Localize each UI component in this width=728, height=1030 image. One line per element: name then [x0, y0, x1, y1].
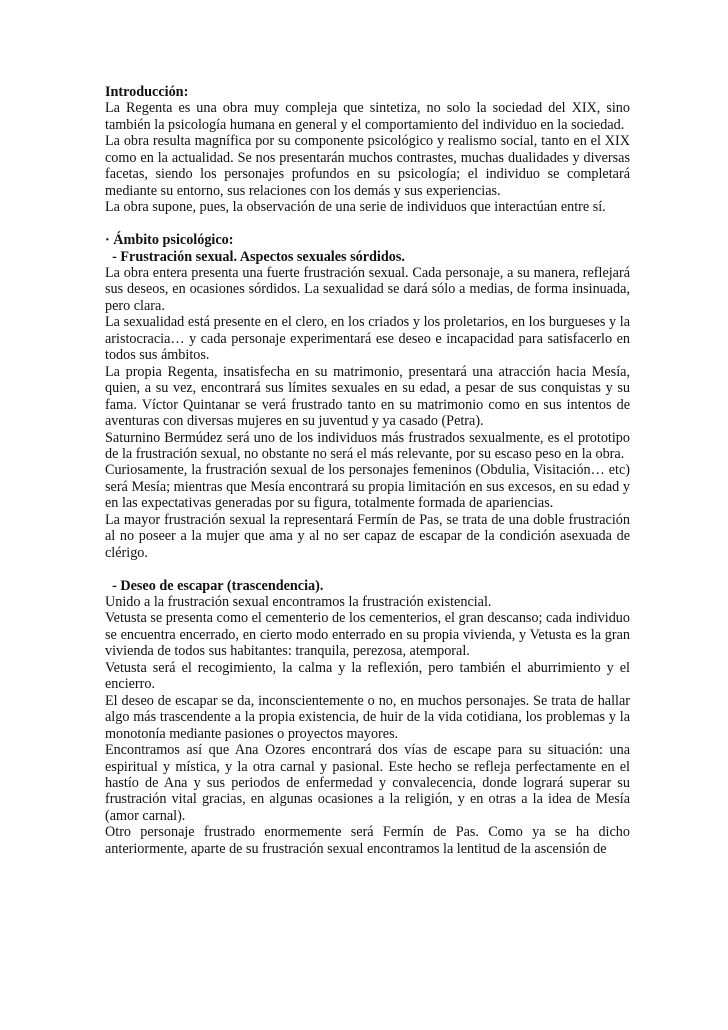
document-page	[105, 84, 630, 857]
intro-paragraph-1: La Regenta es una obra muy compleja que sintetiza, no solo la sociedad del XIX, sino también la psicología humana en general y el comportamiento del individuo en la sociedad.	[105, 100, 630, 133]
subsection-heading-desire-to-escape: - Deseo de escapar (trascendencia).	[105, 577, 324, 594]
sub1-paragraph-3: La propia Regenta, insatisfecha en su matrimonio, presentará una atracción hacia Mesía, quien, a su vez, encontrará sus límites sexuales en su edad, a pesar de sus conquistas y su fama. Víctor Quintanar se verá frustrado tanto en su matrimonio como en sus intentos de aventuras con diversas mujeres en su juventud y ya casado (Petra).	[105, 363, 630, 430]
sub2-paragraph-1: Unido a la frustración sexual encontramos la frustración existencial.	[105, 594, 492, 611]
sub2-paragraph-5: Encontramos así que Ana Ozores encontrará dos vías de escape para su situación: una espiritual y mística, y la otra carnal y pasional. Este hecho se refleja perfectamente en el hastío de Ana y sus periodos de enfermedad y convalecencia, donde logrará superar su frustración vital gracias, en algunas ocasiones a la religión, y en otras a la idea de Mesía (amor carnal).	[105, 742, 630, 824]
intro-heading: Introducción:	[105, 84, 189, 100]
section-heading-psychological: · Ámbito psicológico:	[105, 232, 234, 249]
sub2-paragraph-3: Vetusta será el recogimiento, la calma y la reflexión, pero también el aburrimiento y el encierro.	[105, 659, 630, 693]
subsection-spacer	[105, 561, 630, 577]
sub1-paragraph-5: Curiosamente, la frustración sexual de los personajes femeninos (Obdulia, Visitación… etc) será Mesía; mientras que Mesía encontrará su propia limitación en sus excesos, en su edad y en las expectativas generadas por su figura, totalmente formada de apariencias.	[105, 462, 630, 512]
intro-paragraph-2: La obra resulta magnífica por su componente psicológico y realismo social, tanto en el XIX como en la actualidad. Se nos presentarán muchos contrastes, muchas dualidades y diversas facetas, siendo los personajes profundos en su psicología; el individuo se completará mediante su entorno, sus relaciones con los demás y sus experiencias.	[105, 133, 630, 199]
sub2-paragraph-6: Otro personaje frustrado enormemente será Fermín de Pas. Como ya se ha dicho anteriormente, aparte de su frustración sexual encontramos la lentitud de la ascensión de	[105, 824, 630, 857]
intro-paragraph-3: La obra supone, pues, la observación de una serie de individuos que interactúan entre sí.	[105, 199, 606, 216]
sub1-paragraph-6: La mayor frustración sexual la representará Fermín de Pas, se trata de una doble frustración al no poseer a la mujer que ama y al no ser capaz de escapar de la condición asexuada de clérigo.	[105, 511, 630, 561]
section-spacer	[105, 216, 630, 232]
sub2-paragraph-4: El deseo de escapar se da, inconscientemente o no, en muchos personajes. Se trata de hallar algo más trascendente a la propia existencia, de huir de la vida cotidiana, los problemas y la monotonía mediante pasiones o proyectos mayores.	[105, 692, 630, 742]
sub2-paragraph-2: Vetusta se presenta como el cementerio de los cementerios, el gran descanso; cada individuo se encuentra encerrado, en cierto modo enterrado en su propia vivienda, y Vetusta es la gran vivienda de todos sus habitantes: tranquila, perezosa, atemporal.	[105, 610, 630, 660]
sub1-paragraph-2: La sexualidad está presente en el clero, en los criados y los proletarios, en los burgueses y la aristocracia… y cada personaje experimentará ese deseo e incapacidad para satisfacerlo en todos sus ámbitos.	[105, 314, 630, 364]
subsection-heading-sexual-frustration: - Frustración sexual. Aspectos sexuales sórdidos.	[105, 248, 405, 265]
sub1-paragraph-1: La obra entera presenta una fuerte frustración sexual. Cada personaje, a su manera, reflejará sus deseos, en ocasiones sórdidos. La sexualidad se dará sólo a medias, de forma insinuada, pero clara.	[105, 264, 630, 314]
sub1-paragraph-4: Saturnino Bermúdez será uno de los individuos más frustrados sexualmente, es el prototipo de la frustración sexual, no obstante no será el más relevante, por su escaso peso en la obra.	[105, 429, 630, 462]
